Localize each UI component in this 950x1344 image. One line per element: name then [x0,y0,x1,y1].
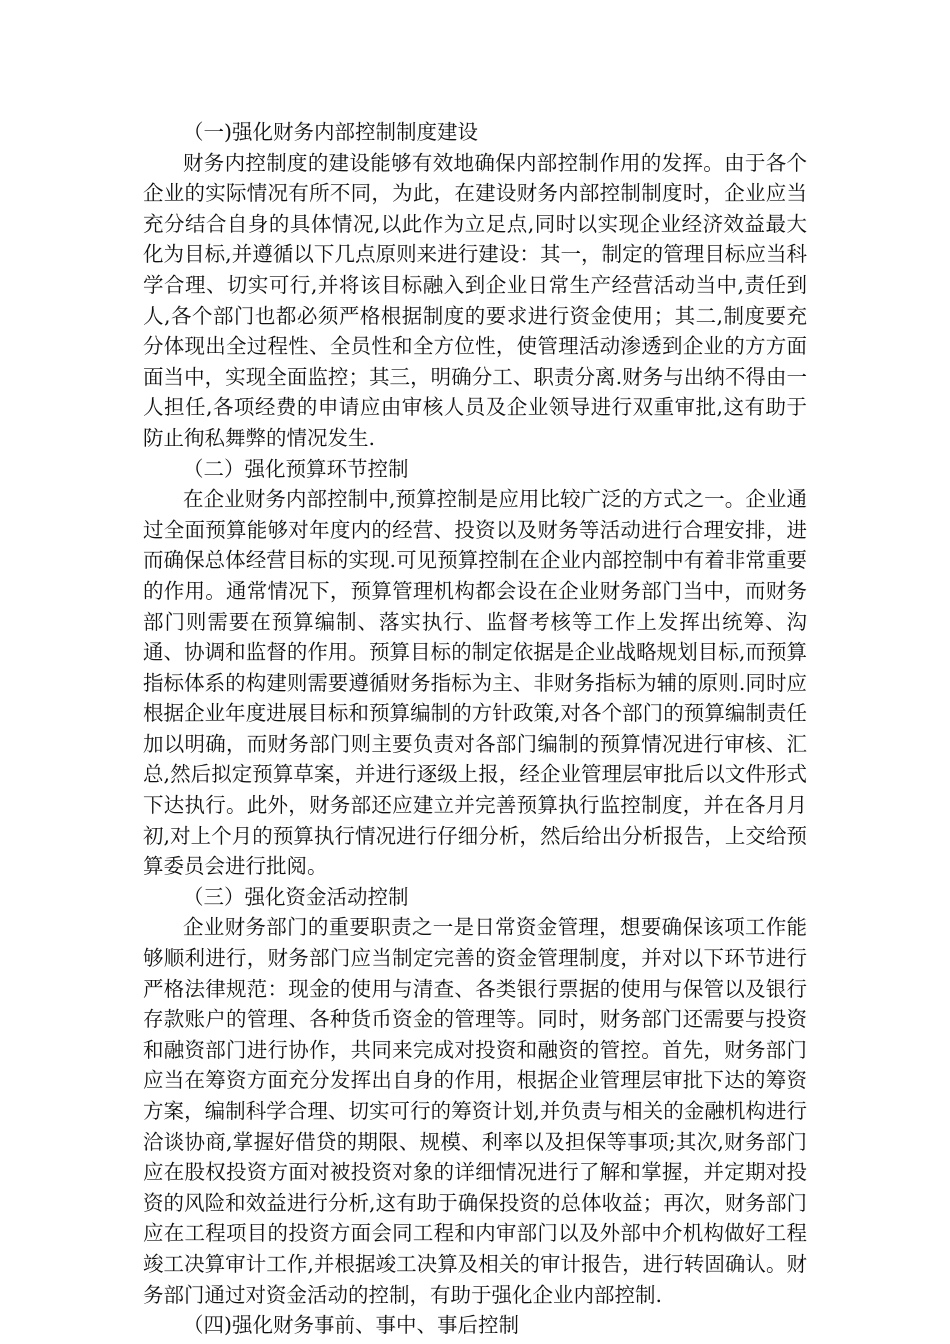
section-heading: （三）强化资金活动控制 [183,884,409,909]
section-2 [143,454,807,882]
section-4 [143,1310,807,1341]
section-heading: （二）强化预算环节控制 [183,456,409,481]
section-1 [143,117,807,454]
section-paragraph: 在企业财务内部控制中,预算控制是应用比较广泛的方式之一。企业通过全面预算能够对年度内的经营、投资以及财务等活动进行合理安排，进而确保总体经营目标的实现.可见预算控制在企业内部控制中有着非常重要的作用。通常情况下，预算管理机构都会设在企业财务部门当中，而财务部门则需要在预算编制、落实执行、监督考核等工作上发挥出统筹、沟通、协调和监督的作用。预算目标的制定依据是企业战略规划目标,而预算指标体系的构建则需要遵循财务指标为主、非财务指标为辅的原则.同时应根据企业年度进展目标和预算编制的方针政策,对各个部门的预算编制责任加以明确，而财务部门则主要负责对各部门编制的预算情况进行审核、汇总,然后拟定预算草案，并进行逐级上报，经企业管理层审批后以文件形式下达执行。此外，财务部还应建立并完善预算执行监控制度，并在各月月初,对上个月的预算执行情况进行仔细分析，然后给出分析报告，上交给预算委员会进行批阅。 [143,487,807,879]
section-3 [143,882,807,1310]
section-heading: （一)强化财务内部控制制度建设 [183,120,478,144]
document-body [143,117,807,1341]
section-paragraph: 企业财务部门的重要职责之一是日常资金管理，想要确保该项工作能够顺利进行，财务部门应当制定完善的资金管理制度，并对以下环节进行严格法律规范：现金的使用与清查、各类银行票据的使用与保管以及银行存款账户的管理、各种货币资金的管理等。同时，财务部门还需要与投资和融资部门进行协作，共同来完成对投资和融资的管控。首先，财务部门应当在筹资方面充分发挥出自身的作用，根据企业管理层审批下达的筹资方案，编制科学合理、切实可行的筹资计划,并负责与相关的金融机构进行洽谈协商,掌握好借贷的期限、规模、利率以及担保等事项;其次,财务部门应在股权投资方面对被投资对象的详细情况进行了解和掌握，并定期对投资的风险和效益进行分析,这有助于确保投资的总体收益；再次，财务部门应在工程项目的投资方面会同工程和内审部门以及外部中介机构做好工程竣工决算审计工作,并根据竣工决算及相关的审计报告，进行转固确认。财务部门通过对资金活动的控制，有助于强化企业内部控制. [143,915,807,1307]
section-heading: （四)强化财务事前、事中、事后控制 [183,1313,519,1338]
section-paragraph: 财务内控制度的建设能够有效地确保内部控制作用的发挥。由于各个企业的实际情况有所不同，为此，在建设财务内部控制制度时，企业应当充分结合自身的具体情况,以此作为立足点,同时以实现企业经济效益最大化为目标,并遵循以下几点原则来进行建设：其一，制定的管理目标应当科学合理、切实可行,并将该目标融入到企业日常生产经营活动当中,责任到人,各个部门也都必须严格根据制度的要求进行资金使用；其二,制度要充分体现出全过程性、全员性和全方位性，使管理活动渗透到企业的方方面面当中，实现全面监控；其三，明确分工、职责分离.财务与出纳不得由一人担任,各项经费的申请应由审核人员及企业领导进行双重审批,这有助于防止徇私舞弊的情况发生. [143,150,807,450]
